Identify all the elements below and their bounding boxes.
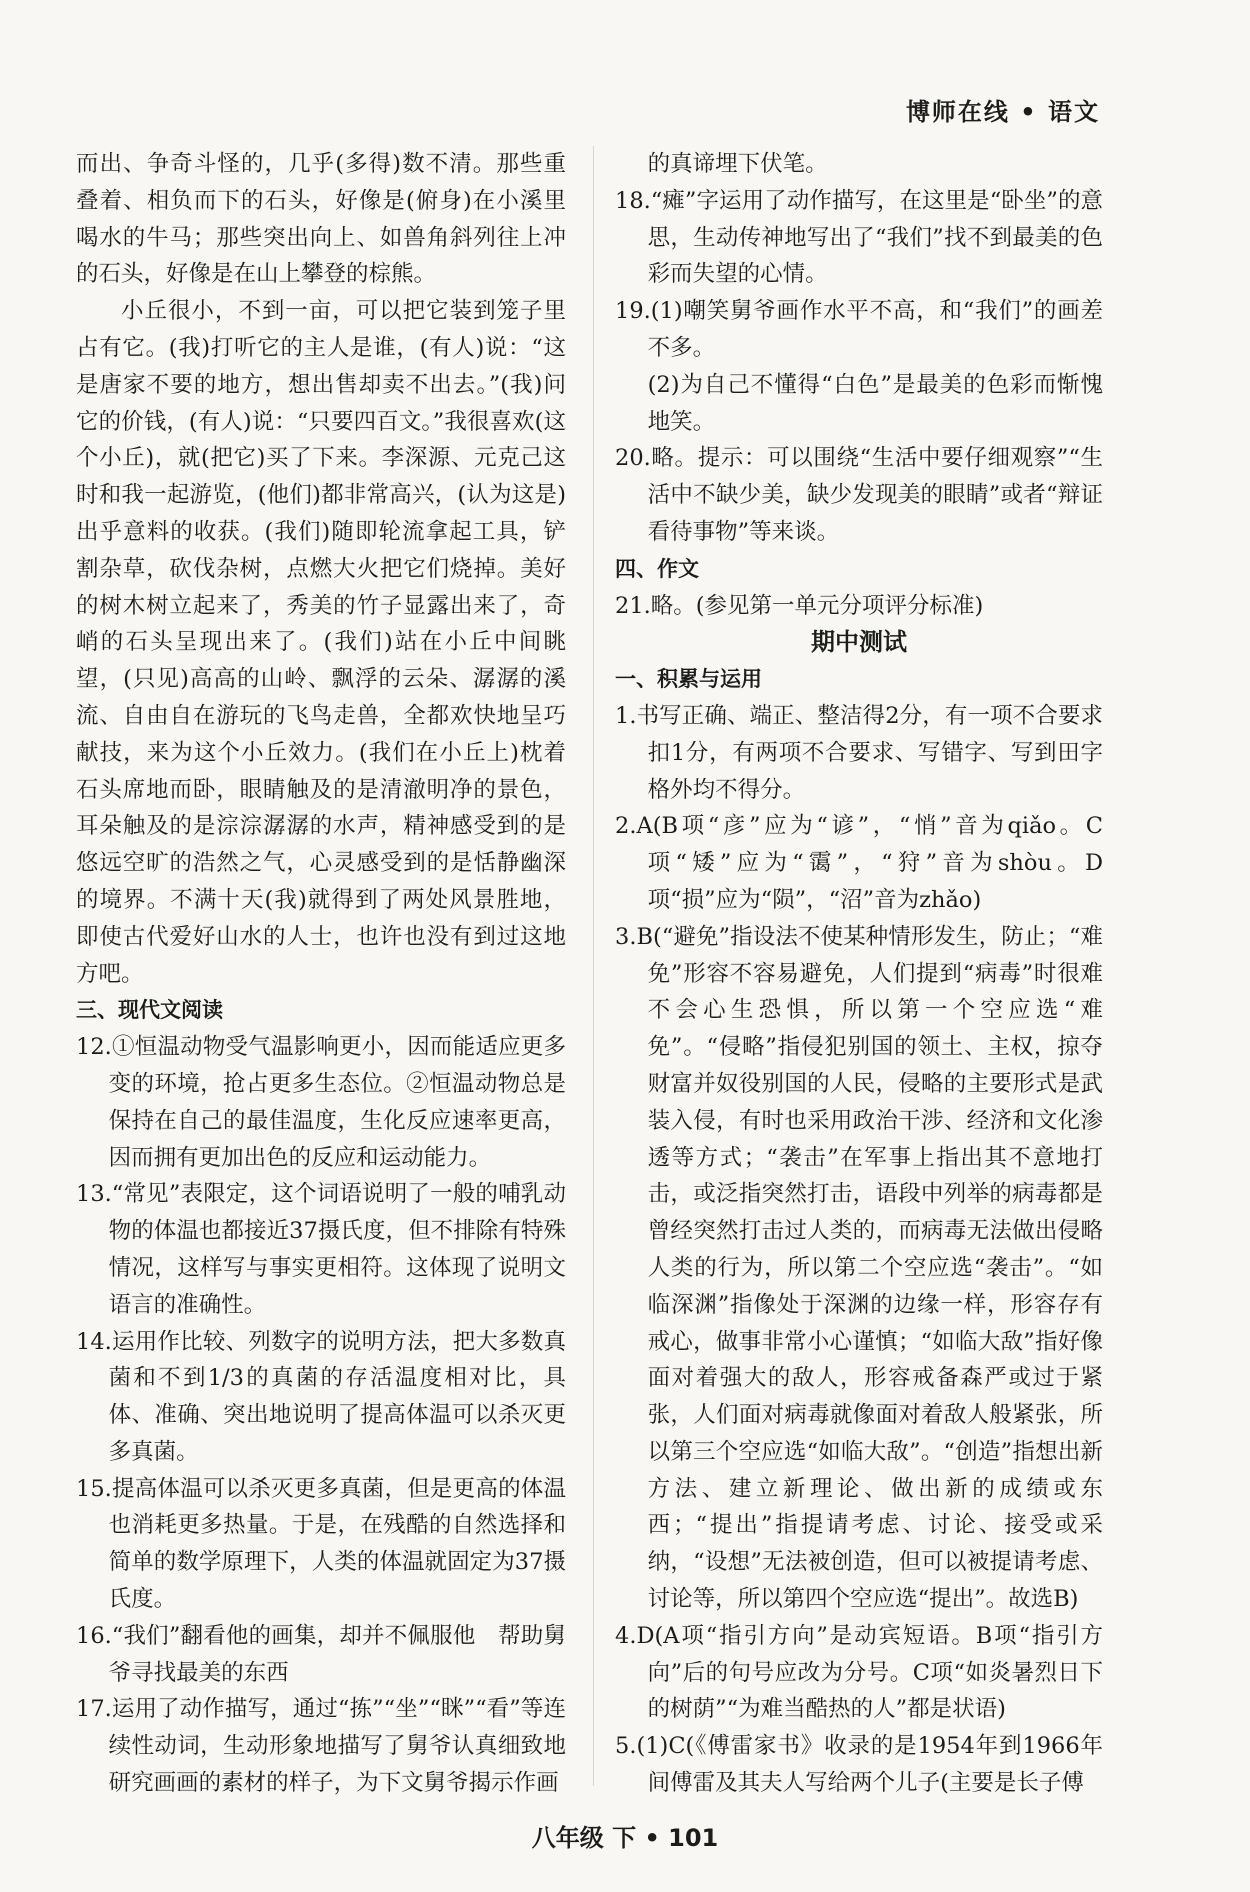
section-heading-1: 一、积累与运用	[615, 667, 762, 692]
answer-21: 21.略。(参见第一单元分项评分标准)	[615, 592, 984, 619]
answer-15: 15.提高体温可以杀灭更多真菌，但是更高的体温也消耗更多热量。于是，在残酷的自然选择和简单的数学原理下，人类的体温就固定为37摄氏度。	[76, 1475, 566, 1613]
header-separator: •	[1020, 98, 1038, 126]
right-column	[615, 146, 1103, 1802]
midterm-answer-5: 5.(1)C(《傅雷家书》收录的是1954年到1966年间傅雷及其夫人写给两个儿子(主要是长子傅	[615, 1733, 1103, 1797]
answer-19-part-2: (2)为自己不懂得“白色”是最美的色彩而惭愧地笑。	[647, 371, 1103, 435]
midterm-answer-1: 1.书写正确、端正、整洁得2分，有一项不合要求扣1分，有两项不合要求、写错字、写到田字格外均不得分。	[615, 702, 1103, 803]
section-heading-4: 四、作文	[615, 556, 699, 581]
subject-name: 语文	[1048, 98, 1100, 126]
answer-14: 14.运用作比较、列数字的说明方法，把大多数真菌和不到1/3的真菌的存活温度相对比，具体、准确、突出地说明了提高体温可以杀灭更多真菌。	[76, 1328, 566, 1465]
midterm-answer-4: 4.D(A项“指引方向”是动宾短语。B项“指引方向”后的句号应改为分号。C项“如炎暑烈日下的树荫”“为难当酷热的人”都是状语)	[615, 1622, 1103, 1723]
translation-paragraph-2: 小丘很小，不到一亩，可以把它装到笼子里占有它。(我)打听它的主人是谁，(有人)说：“这是唐家不要的地方，想出售却卖不出去。”(我)问它的价钱，(有人)说：“只要四百文。”我很喜欢(这个小丘)，就(把它)买了下来。李深源、元克己这时和我一起游览，(他们)都非常高兴，(认为这是)出乎意料的收获。(我们)随即轮流拿起工具，铲割杂草，砍伐杂树，点燃大火把它们烧掉。美好的树木树立起来了，秀美的竹子显露出来了，奇峭的石头呈现出来了。(我们)站在小丘中间眺望，(只见)高高的山岭、飘浮的云朵、潺潺的溪流、自由自在游玩的飞鸟走兽，全都欢快地呈巧献技，来为这个小丘效力。(我们在小丘上)枕着石头席地而卧，眼睛触及的是清澈明净的景色，耳朵触及的是淙淙潺潺的水声，精神感受到的是悠远空旷的浩然之气，心灵感受到的是恬静幽深的境界。不满十天(我)就得到了两处风景胜地，即使古代爱好山水的人士，也许也没有到过这地方吧。	[76, 298, 566, 987]
answer-17: 17.运用了动作描写，通过“拣”“坐”“眯”“看”等连续性动词，生动形象地描写了舅爷认真细致地研究画画的素材的样子，为下文舅爷揭示作画	[76, 1696, 566, 1797]
answer-18: 18.“瘫”字运用了动作描写，在这里是“卧坐”的意思，生动传神地写出了“我们”找不到最美的色彩而失望的心情。	[615, 187, 1103, 288]
answer-16: 16.“我们”翻看他的画集，却并不佩服他 帮助舅爷寻找最美的东西	[76, 1622, 566, 1686]
page-footer	[0, 1818, 1250, 1853]
midterm-answer-3: 3.B(“避免”指设法不使某种情形发生，防止；“难免”形容不容易避免，人们提到“病毒”时很难不会心生恐惧，所以第一个空应选“难免”。“侵略”指侵犯别国的领土、主权，掠夺财富并奴役别国的人民，侵略的主要形式是武装入侵，有时也采用政治干涉、经济和文化渗透等方式；“袭击”在军事上指出其不意地打击，或泛指突然打击，语段中列举的病毒都是曾经突然打击过人类的，而病毒无法做出侵略人类的行为，所以第二个空应选“袭击”。“如临深渊”指像处于深渊的边缘一样，形容存有戒心，做事非常小心谨慎；“如临大敌”指好像面对着强大的敌人，形容戒备森严或过于紧张，人们面对病毒就像面对着敌人般紧张，所以第三个空应选“如临大敌”。“创造”指想出新方法、建立新理论、做出新的成绩或东西；“提出”指提请考虑、讨论、接受或采纳，“设想”无法被创造，但可以被提请考虑、讨论等，所以第四个空应选“提出”。故选B)	[615, 923, 1103, 1613]
left-column	[76, 146, 566, 1802]
answer-13: 13.“常见”表限定，这个词语说明了一般的哺乳动物的体温也都接近37摄氏度，但不排除有特殊情况，这样写与事实更相符。这体现了说明文语言的准确性。	[76, 1181, 566, 1318]
section-heading-3: 三、现代文阅读	[76, 998, 223, 1023]
midterm-title: 期中测试	[811, 628, 907, 657]
brand-name: 博师在线	[905, 98, 1010, 126]
footer-separator: •	[644, 1824, 660, 1852]
answer-12: 12.①恒温动物受气温影响更小，因而能适应更多变的环境，抢占更多生态位。②恒温动物总是保持在自己的最佳温度，生化反应速率更高，因而拥有更加出色的反应和运动能力。	[76, 1034, 566, 1171]
answer-19-part-1: 19.(1)嘲笑舅爷画作水平不高，和“我们”的画差不多。	[615, 298, 1103, 361]
translation-paragraph-1: 而出、争奇斗怪的，几乎(多得)数不清。那些重叠着、相负而下的石头，好像是(俯身)在小溪里喝水的牛马；那些突出向上、如兽角斜列往上冲的石头，好像是在山上攀登的棕熊。	[76, 151, 566, 288]
column-divider	[593, 146, 594, 1786]
answer-17-continued: 的真谛埋下伏笔。	[647, 151, 828, 177]
page-number: 101	[668, 1824, 719, 1852]
answer-20: 20.略。提示：可以围绕“生活中要仔细观察”“生活中不缺少美，缺少发现美的眼睛”或者“辩证看待事物”等来谈。	[615, 445, 1103, 545]
page-header	[906, 92, 1100, 127]
midterm-answer-2: 2.A(B项“彦”应为“谚”，“悄”音为qiǎo。C项“矮”应为“霭”，“狩”音为shòu。D项“损”应为“陨”，“沼”音为zhǎo)	[615, 813, 1103, 913]
grade-label: 八年级 下	[531, 1824, 637, 1852]
